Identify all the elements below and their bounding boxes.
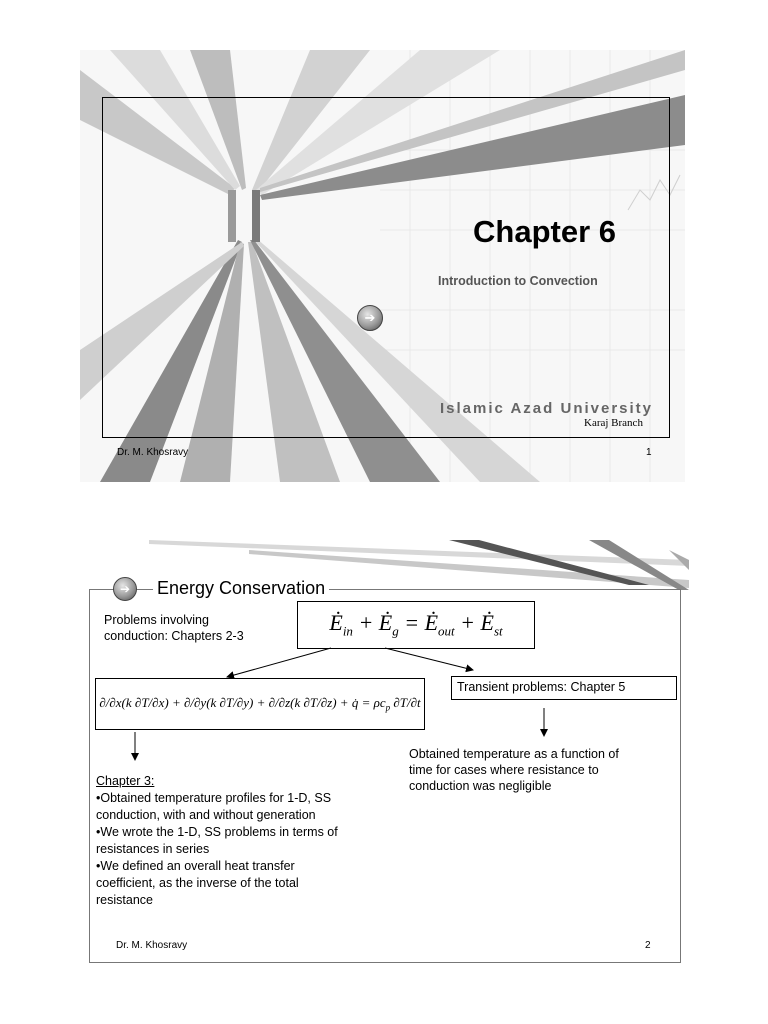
arrow-icon[interactable]: ➔ <box>113 577 137 601</box>
heat-diffusion-equation: ∂/∂x(k ∂T/∂x) + ∂/∂y(k ∂T/∂y) + ∂/∂z(k ∂T/∂z) + q̇ = $\rho c_p$ ∂T/∂t <box>95 678 425 730</box>
transient-line: Obtained temperature as a function of <box>409 747 619 761</box>
slide-2-page-number: 2 <box>645 940 651 951</box>
bullet-line: resistance <box>96 893 153 907</box>
chapter-title: Chapter 6 <box>473 214 616 249</box>
slide-1-author: Dr. M. Khosravy <box>117 447 189 458</box>
intro-line: conduction: Chapters 2-3 <box>104 629 244 643</box>
slide-1-page-number: 1 <box>646 447 652 458</box>
bullet-line: coefficient, as the inverse of the total <box>96 876 299 890</box>
bullet-item <box>96 858 396 909</box>
slide-2-title: Energy Conservation <box>153 578 329 599</box>
transient-line: conduction was negligible <box>409 779 552 793</box>
chapter-subtitle: Introduction to Convection <box>438 274 598 288</box>
bullet-line: •Obtained temperature profiles for 1-D, SS <box>96 791 332 805</box>
bullet-line: •We wrote the 1-D, SS problems in terms of <box>96 825 338 839</box>
branch-name: Karaj Branch <box>584 417 643 429</box>
slide-2-author: Dr. M. Khosravy <box>116 940 188 951</box>
bullet-line: conduction, with and without generation <box>96 808 316 822</box>
transient-result-text <box>409 746 619 794</box>
intro-line: Problems involving <box>104 613 209 627</box>
university-name: Islamic Azad University <box>440 400 654 417</box>
bullet-line: resistances in series <box>96 842 210 856</box>
transient-line: time for cases where resistance to <box>409 763 599 777</box>
slide-1 <box>80 50 685 482</box>
slide-2 <box>89 540 681 963</box>
slide-1-frame <box>102 97 670 438</box>
chapter-3-heading: Chapter 3: <box>96 774 155 788</box>
bullet-item <box>96 824 396 858</box>
transient-problems-box: Transient problems: Chapter 5 <box>451 676 677 700</box>
bullet-item <box>96 790 396 824</box>
arrow-icon[interactable]: ➔ <box>357 305 383 331</box>
chapter-3-summary <box>96 773 396 909</box>
bullet-line: •We defined an overall heat transfer <box>96 859 295 873</box>
energy-balance-equation: $Ė_{in}$ + $Ė_g$ = $Ė_{out}$ + $Ė_{st}$ <box>297 601 535 649</box>
